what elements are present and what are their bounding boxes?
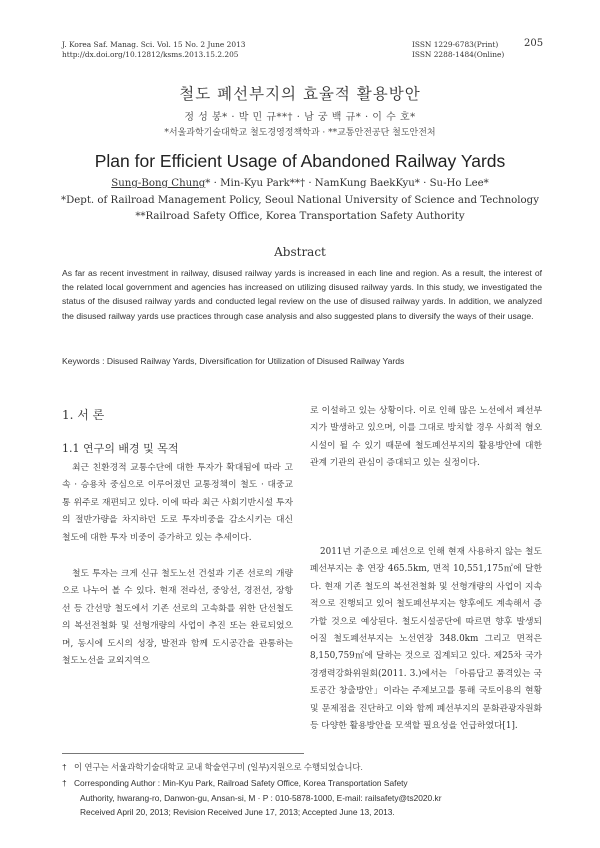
paragraph: 2011년 기준으로 폐선으로 인해 현재 사용하지 않는 철도폐선부지는 총 연장 465.5km, 면적 10,551,175㎡에 달한다. 현재 기존 철도의 복선전철화 및 선형개량의 사업이 지속적으로 진행되고 있어 철도폐선부지는 향후에도 계속해서 증가할 것으로 예상된다. 철도시설공단에 따르면 향후 발생되어질 철도폐선부지는 노선연장 348.0km 그리고 면적은 8,150,759㎡에 달하는 것으로 집계되고 있다. 제25차 국가경쟁력강화위원회(2011. 3.)에서는 「아름답고 품격있는 국토공간 창출방안」이라는 주제보고를 통해 국토이용의 현황 및 문제점을 진단하고 이와 함께 폐선부지의 문화관광자원화 등 다양한 활용방안을 모색할 필요성을 언급하였다[1].: [310, 547, 542, 732]
paragraph: 로 이설하고 있는 상황이다. 이로 인해 많은 노선에서 폐선부지가 발생하고 있으며, 이를 그대로 방치할 경우 사회적 혐오시설이 될 수 있기 때문에 철도폐선부지의 활용방안에 대한 관계 기관의 관심이 증대되고 있는 실정이다.: [310, 406, 542, 469]
journal-citation: J. Korea Saf. Manag. Sci. Vol. 15 No. 2 June 2013: [62, 40, 246, 49]
left-column-paragraph-1: [62, 460, 293, 547]
received-dates: Received April 20, 2013; Revision Received June 17, 2013; Accepted June 13, 2013.: [80, 807, 395, 817]
subsection-heading-background: 1.1 연구의 배경 및 목적: [62, 442, 179, 455]
footnote-divider: [62, 753, 304, 754]
paragraph: 철도 투자는 크게 신규 철도노선 건설과 기존 선로의 개량으로 나누어 볼 수 있다. 현재 전라선, 중앙선, 경전선, 장항선 등 간선망 철도에서 기존 선로의 고속화를 위한 단선철도의 복선전철화 및 선형개량의 사업이 추진 또는 완료되었으며, 동시에 도시의 성장, 발전과 함께 도시공간을 관통하는 철도노선을 교외지역으: [62, 569, 293, 667]
issn-print: ISSN 1229-6783(Print): [412, 40, 499, 49]
footnote-corresponding: [62, 776, 542, 820]
abstract-text: As far as recent investment in railway, disused railway yards is increased in each line and region. As a result, the interest of the related local government and agencies has increased on utilizing disused railway yards. In this study, we investigated the status of the disused railway yards and conducted legal review on the use of disused railway yards. In addition, we analyzed the disused railway yards use practices through case analysis and also suggested plans to diversify the ways of their usage.: [62, 268, 542, 321]
dagger-mark: †: [62, 762, 67, 772]
corresponding-line-1: Corresponding Author : Min-Kyu Park, Railroad Safety Office, Korea Transportation Safety: [74, 778, 408, 788]
english-authors: [40, 178, 560, 189]
footnote-funding: [62, 760, 542, 775]
korean-title: 철도 폐선부지의 효율적 활용방안: [179, 85, 421, 103]
issn-online: ISSN 2288-1484(Online): [412, 50, 505, 59]
korean-authors: 정 성 봉* · 박 민 규**† · 남 궁 백 규* · 이 수 호*: [184, 112, 416, 123]
english-title: Plan for Efficient Usage of Abandoned Railway Yards: [94, 151, 506, 171]
english-affiliation-2: **Railroad Safety Office, Korea Transportation Safety Authority: [135, 211, 465, 222]
other-authors: * · Min-Kyu Park**† · NamKung BaekKyu* · Su-Ho Lee*: [205, 178, 489, 189]
funding-text: 이 연구는 서울과학기술대학교 교내 학술연구비 (일부)지원으로 수행되었습니다.: [74, 762, 363, 772]
running-header-left: [62, 40, 245, 60]
abstract-heading: Abstract: [274, 245, 326, 259]
korean-affiliation: *서울과학기술대학교 철도경영정책학과 · **교통안전공단 철도안전처: [164, 128, 436, 138]
left-column-paragraph-2: [62, 566, 293, 670]
english-affiliation-1: *Dept. of Railroad Management Policy, Seoul National University of Science and Technology: [61, 195, 539, 206]
page-number: 205: [524, 38, 544, 49]
first-author: Sung-Bong Chung: [111, 178, 206, 189]
running-header-right: [412, 40, 504, 60]
abstract-body: [62, 266, 542, 323]
section-heading-introduction: 1. 서 론: [62, 408, 105, 422]
paragraph: 최근 친환경적 교통수단에 대한 투자가 확대됨에 따라 고속 · 승용차 중심으로 이루어졌던 교통정책이 철도 · 대중교통 위주로 재편되고 있다. 이에 따라 최근 사회기반시설 투자의 절반가량을 차지하던 도로 투자비중을 감소시키는 대신 철도에 대한 투자 비중이 증가하고 있는 추세이다.: [62, 463, 293, 543]
dagger-mark: †: [62, 778, 67, 788]
keywords: Keywords : Disused Railway Yards, Diversification for Utilization of Disused Railway Yards: [62, 356, 405, 366]
right-column-paragraph-1: [310, 403, 542, 473]
corresponding-line-2: Authority, hwarang-ro, Danwon-gu, Ansan-si, M · P : 010-5878-1000, E-mail: railsafety@ts2020.kr: [80, 792, 442, 803]
right-column-paragraph-2: [310, 544, 542, 735]
doi-link[interactable]: http://dx.doi.org/10.12812/ksms.2013.15.2.205: [62, 50, 239, 59]
